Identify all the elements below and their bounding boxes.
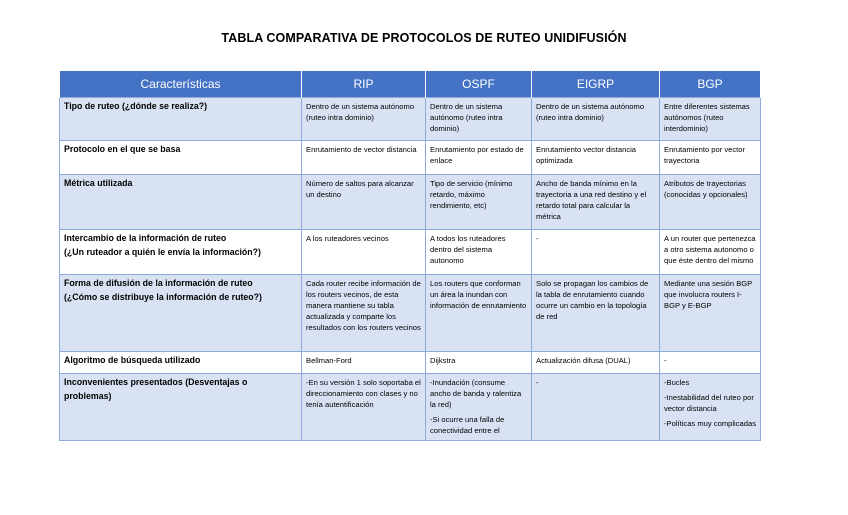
comparison-table: [59, 71, 761, 441]
feature-text: Intercambio de la información de ruteo: [64, 233, 227, 243]
cell-text: -Inestabilidad del ruteo por vector distancia: [664, 393, 754, 413]
bgp-cell: [660, 230, 761, 275]
bgp-cell: [660, 275, 761, 352]
feature-cell: [60, 374, 302, 441]
cell-text: Solo se propagan los cambios de la tabla de enrutamiento cuando ocurre un cambio en la topología de red: [536, 279, 649, 321]
table-row: [60, 352, 761, 374]
feature-cell: [60, 352, 302, 374]
rip-cell: [302, 141, 426, 175]
header-cell: Características: [60, 71, 302, 98]
bgp-cell: [660, 141, 761, 175]
cell-text: A todos los ruteadores dentro del sistema autonomo: [430, 234, 506, 265]
header-cell: RIP: [302, 71, 426, 98]
rip-cell: [302, 374, 426, 441]
cell-text: Los routers que conforman un área la inundan con información de enrutamiento: [430, 279, 527, 310]
ospf-cell: [426, 352, 532, 374]
cell-text: -: [536, 234, 539, 243]
eigrp-cell: [532, 374, 660, 441]
table-row: [60, 141, 761, 175]
cell-text: Dentro de un sistema autónomo (ruteo intra dominio): [536, 102, 645, 122]
table-row: [60, 230, 761, 275]
cell-text: Enrutamiento por estado de enlace: [430, 145, 524, 165]
feature-subtext: (¿Cómo se distribuye la información de ruteo?): [64, 292, 262, 302]
eigrp-cell: [532, 141, 660, 175]
cell-text: Dijkstra: [430, 356, 456, 365]
eigrp-cell: [532, 352, 660, 374]
ospf-cell: [426, 98, 532, 141]
eigrp-cell: [532, 98, 660, 141]
cell-text: Cada router recibe información de los routers vecinos, de esta manera mantiene su tabla actualizada y comparte los resultados con los routers vecinos: [306, 279, 421, 332]
eigrp-cell: [532, 275, 660, 352]
cell-text: A un router que pertenezca a otro sistema autonomo o que éste dentro del mismo: [664, 234, 756, 265]
page-title: TABLA COMPARATIVA DE PROTOCOLOS DE RUTEO UNIDIFUSIÓN: [221, 31, 627, 45]
cell-text: Enrutamiento por vector trayectoria: [664, 145, 746, 165]
ospf-cell: [426, 230, 532, 275]
cell-text: Número de saltos para alcanzar un destino: [306, 179, 414, 199]
rip-cell: [302, 230, 426, 275]
table-row: [60, 374, 761, 441]
feature-cell: [60, 98, 302, 141]
header-cell: EIGRP: [532, 71, 660, 98]
feature-cell: [60, 141, 302, 175]
ospf-cell: [426, 175, 532, 230]
rip-cell: [302, 98, 426, 141]
table-row: [60, 275, 761, 352]
header-cell: BGP: [660, 71, 761, 98]
cell-text: Enrutamiento vector distancia optimizada: [536, 145, 637, 165]
ospf-cell: [426, 275, 532, 352]
cell-text: Enrutamiento de vector distancia: [306, 145, 417, 154]
feature-text: Métrica utilizada: [64, 178, 133, 188]
cell-text: -: [664, 356, 667, 365]
cell-text: Dentro de un sistema autónomo (ruteo intra dominio): [306, 102, 415, 122]
bgp-cell: [660, 175, 761, 230]
cell-text: Ancho de banda mínimo en la trayectoria a una red destino y el retardo total para calcular la métrica: [536, 179, 647, 221]
feature-text: Inconvenientes presentados (Desventajas o problemas): [64, 377, 248, 401]
bgp-cell: [660, 98, 761, 141]
cell-text: -En su versión 1 solo soportaba el direccionamiento con clases y no tenía autentificación: [306, 378, 421, 409]
feature-subtext: (¿Un ruteador a quién le envía la información?): [64, 247, 261, 257]
table-row: [60, 98, 761, 141]
cell-text: -Si ocurre una falla de conectividad entre el: [430, 415, 505, 435]
rip-cell: [302, 352, 426, 374]
feature-text: Tipo de ruteo (¿dónde se realiza?): [64, 101, 208, 111]
rip-cell: [302, 275, 426, 352]
bgp-cell: [660, 374, 761, 441]
feature-text: Protocolo en el que se basa: [64, 144, 181, 154]
ospf-cell: [426, 374, 532, 441]
cell-text: -Políticas muy complicadas: [664, 419, 757, 428]
feature-cell: [60, 175, 302, 230]
cell-text: Bellman-Ford: [306, 356, 352, 365]
cell-text: -Inundación (consume ancho de banda y ralentiza la red): [430, 378, 522, 409]
cell-text: Dentro de un sistema autónomo (ruteo intra dominio): [430, 102, 503, 133]
rip-cell: [302, 175, 426, 230]
eigrp-cell: [532, 175, 660, 230]
header-cell: OSPF: [426, 71, 532, 98]
feature-cell: [60, 230, 302, 275]
cell-text: Tipo de servicio (mínimo retardo, máximo rendimiento, etc): [430, 179, 513, 210]
cell-text: Actualización difusa (DUAL): [536, 356, 631, 365]
ospf-cell: [426, 141, 532, 175]
cell-text: -Bucles: [664, 378, 690, 387]
eigrp-cell: [532, 230, 660, 275]
bgp-cell: [660, 352, 761, 374]
table-header-row: [60, 71, 761, 98]
feature-text: Algoritmo de búsqueda utilizado: [64, 355, 201, 365]
cell-text: Entre diferentes sistemas autónomos (ruteo interdominio): [664, 102, 750, 133]
feature-text: Forma de difusión de la información de ruteo: [64, 278, 253, 288]
cell-text: Mediante una sesión BGP que involucra routers I-BGP y E-BGP: [664, 279, 753, 310]
table-row: [60, 175, 761, 230]
feature-cell: [60, 275, 302, 352]
cell-text: Atributos de trayectorias (conocidas y opcionales): [664, 179, 748, 199]
cell-text: -: [536, 378, 539, 387]
cell-text: A los ruteadores vecinos: [306, 234, 389, 243]
